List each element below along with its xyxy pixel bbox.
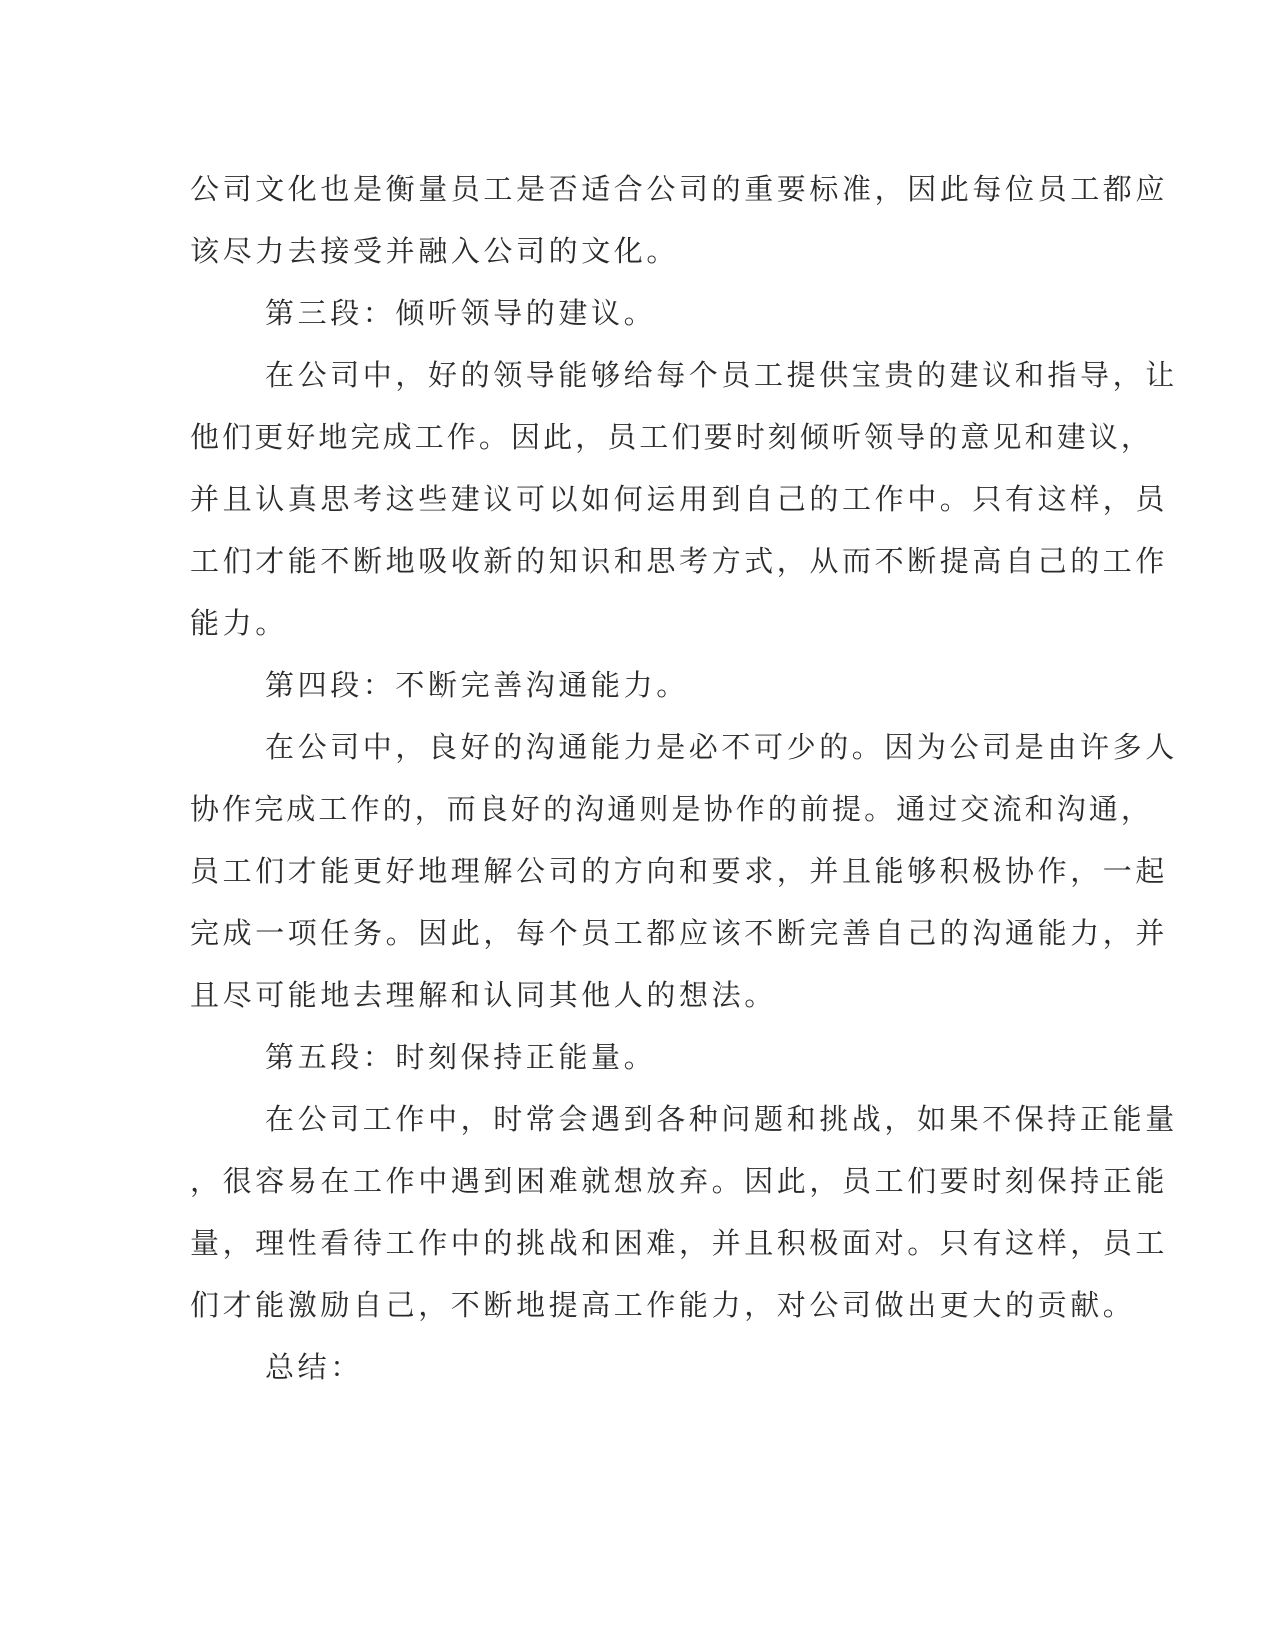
paragraph-line: 并且认真思考这些建议可以如何运用到自己的工作中。只有这样，员	[190, 482, 1169, 516]
paragraph-line: 完成一项任务。因此，每个员工都应该不断完善自己的沟通能力，并	[190, 916, 1169, 950]
paragraph-line: 工们才能不断地吸收新的知识和思考方式，从而不断提高自己的工作	[190, 544, 1169, 578]
paragraph-line: 们才能激励自己，不断地提高工作能力，对公司做出更大的贡献。	[190, 1288, 1136, 1322]
paragraph-line: 能力。	[190, 606, 288, 640]
paragraph-line: ，很容易在工作中遇到困难就想放弃。因此，员工们要时刻保持正能	[190, 1164, 1169, 1198]
paragraph-line: 公司文化也是衡量员工是否适合公司的重要标准，因此每位员工都应	[190, 172, 1169, 206]
paragraph-line: 协作完成工作的，而良好的沟通则是协作的前提。通过交流和沟通，	[190, 792, 1154, 826]
paragraph-line: 且尽可能地去理解和认同其他人的想法。	[190, 978, 777, 1012]
section-heading-5: 第五段：时刻保持正能量。	[265, 1040, 657, 1074]
section-heading-4: 第四段：不断完善沟通能力。	[265, 668, 689, 702]
section-heading-3: 第三段：倾听领导的建议。	[265, 296, 657, 330]
paragraph-line: 该尽力去接受并融入公司的文化。	[190, 234, 680, 268]
paragraph-line: 在公司中，好的领导能够给每个员工提供宝贵的建议和指导，让	[265, 358, 1178, 392]
paragraph-line: 量，理性看待工作中的挑战和困难，并且积极面对。只有这样，员工	[190, 1226, 1169, 1260]
paragraph-line: 他们更好地完成工作。因此，员工们要时刻倾听领导的意见和建议，	[190, 420, 1154, 454]
paragraph-line: 在公司工作中，时常会遇到各种问题和挑战，如果不保持正能量	[265, 1102, 1178, 1136]
document-body	[190, 158, 1178, 1398]
paragraph-line: 员工们才能更好地理解公司的方向和要求，并且能够积极协作，一起	[190, 854, 1169, 888]
paragraph-line: 在公司中，良好的沟通能力是必不可少的。因为公司是由许多人	[265, 730, 1178, 764]
summary-heading: 总结：	[265, 1350, 363, 1384]
